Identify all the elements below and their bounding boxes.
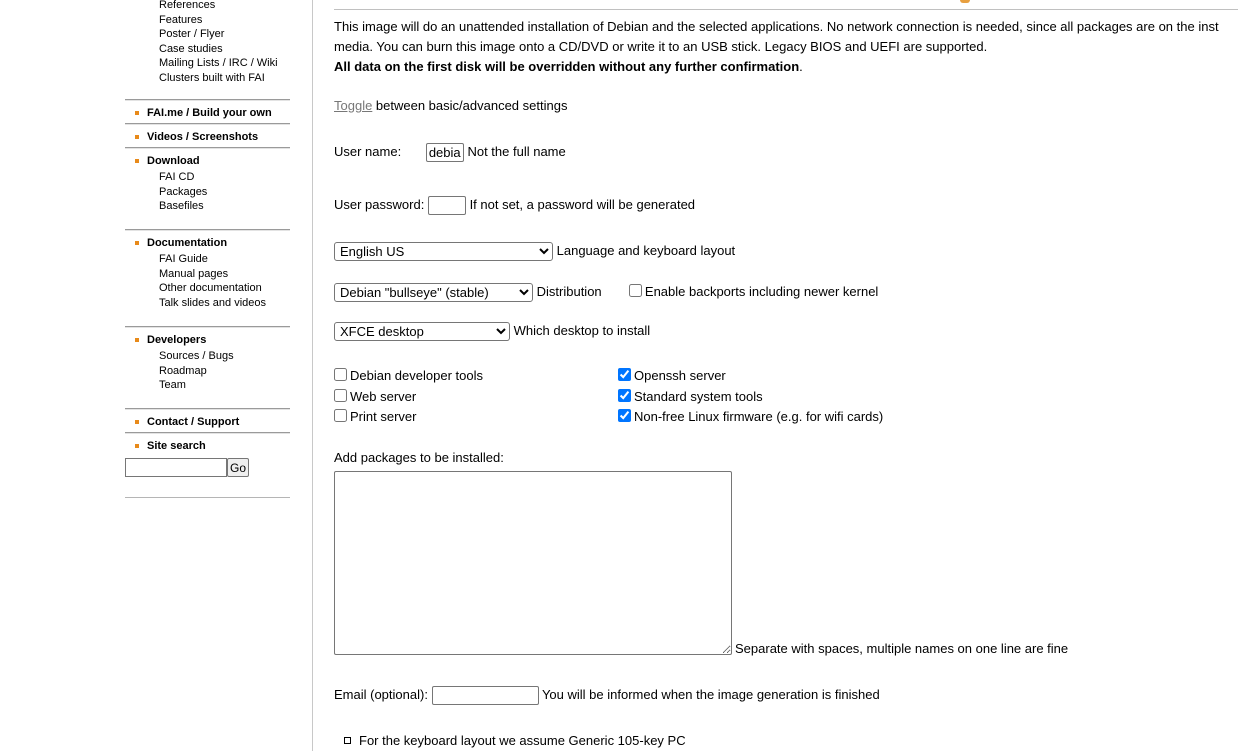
password-hint: If not set, a password will be generated [469,196,696,212]
note-text: For the keyboard layout we assume Generic 105-key PC [359,733,686,748]
sidebar-link-other-docs[interactable]: Other documentation [159,282,262,295]
section-title: Developers [147,334,207,346]
sidebar-head-developers[interactable] [125,333,290,347]
top-divider [334,9,1238,10]
sidebar-link-features[interactable]: Features [159,13,203,26]
site-search-form [125,458,249,477]
column-separator [312,0,313,751]
sidebar-link-talk-slides[interactable]: Talk slides and videos [159,296,267,309]
intro-text [334,17,1238,77]
printserver-checkbox[interactable] [334,409,347,422]
warning-period: . [799,59,803,74]
email-hint: You will be informed when the image generation is finished [541,686,880,702]
email-row [334,686,880,705]
backports-label: Enable backports including newer kernel [644,283,879,299]
section-divider [125,99,290,101]
section-title: Download [147,155,200,167]
option-printserver [334,409,416,424]
bullet-icon [135,159,139,163]
intro-warning [334,57,1238,77]
sidebar-link-packages[interactable]: Packages [159,185,208,198]
distribution-select[interactable] [334,283,533,302]
distribution-label: Distribution [536,283,602,299]
sidebar-top-links [125,0,278,86]
sidebar-link-team[interactable]: Team [159,379,186,392]
square-bullet-icon [344,737,351,744]
sidebar-section-download [125,147,290,214]
sidebar-link-sources-bugs[interactable]: Sources / Bugs [159,350,234,362]
password-row [334,196,695,215]
toggle-text: between basic/advanced settings [372,98,568,113]
section-title: FAI.me / Build your own [147,107,272,119]
sidebar-link-fai-cd[interactable]: FAI CD [159,171,195,183]
webserver-label: Web server [350,389,417,404]
password-label: User password: [334,196,425,212]
distribution-row [334,283,878,302]
option-nonfree-firmware [618,409,883,424]
email-input[interactable] [432,686,539,705]
username-input[interactable] [426,143,464,162]
sidebar-head-download[interactable] [125,154,290,168]
note-list-item [344,733,686,748]
nonfree-firmware-label: Non-free Linux firmware (e.g. for wifi cards) [634,409,884,424]
packages-textarea[interactable] [334,471,732,655]
devtools-label: Debian developer tools [350,368,483,383]
bullet-icon [135,338,139,342]
section-title: Contact / Support [147,416,240,428]
section-title: Site search [147,440,206,452]
section-divider [125,408,290,410]
packages-hint: Separate with spaces, multiple names on one line are fine [735,641,1069,656]
packages-label: Add packages to be installed: [334,450,504,465]
section-divider [125,123,290,125]
username-row [334,143,566,162]
sidebar-section-contact [125,408,290,429]
sidebar-link-roadmap[interactable]: Roadmap [159,364,207,377]
sidebar-link-references[interactable]: References [159,0,216,11]
password-input[interactable] [428,196,466,215]
desktop-row [334,322,650,341]
desktop-label: Which desktop to install [513,322,651,338]
username-label: User name: [334,143,402,159]
language-row [334,242,735,261]
bullet-icon [135,135,139,139]
sidebar-link-poster[interactable]: Poster / Flyer [159,28,225,41]
printserver-label: Print server [350,409,417,424]
standard-tools-label: Standard system tools [634,389,763,404]
bullet-icon [135,420,139,424]
orange-accent-decoration [960,0,970,3]
toggle-settings-link[interactable]: Toggle [334,98,373,113]
section-divider [125,432,290,434]
openssh-checkbox[interactable] [618,368,631,381]
warning-text: All data on the first disk will be overridden without any further confirmation [334,59,800,74]
option-webserver [334,389,416,404]
sidebar-head-site-search [125,439,290,453]
section-divider [125,229,290,231]
sidebar-link-manual-pages[interactable]: Manual pages [159,267,229,280]
sidebar-head-faime[interactable] [125,106,290,120]
sidebar-section-documentation [125,229,290,310]
section-divider [125,326,290,328]
sidebar-link-case-studies[interactable]: Case studies [159,42,223,55]
openssh-label: Openssh server [634,368,726,383]
site-search-input[interactable] [125,458,227,477]
site-search-go-button[interactable]: Go [227,458,249,477]
email-label: Email (optional): [334,686,428,702]
devtools-checkbox[interactable] [334,368,347,381]
sidebar-link-fai-guide[interactable]: FAI Guide [159,253,208,265]
bullet-icon [135,111,139,115]
sidebar-head-documentation[interactable] [125,236,290,250]
nonfree-firmware-checkbox[interactable] [618,409,631,422]
webserver-checkbox[interactable] [334,389,347,402]
backports-checkbox[interactable] [629,284,642,297]
toggle-row [334,98,567,113]
sidebar-head-contact[interactable] [125,415,290,429]
standard-tools-checkbox[interactable] [618,389,631,402]
desktop-select[interactable] [334,322,510,341]
sidebar-section-developers [125,326,290,393]
sidebar-section-site-search [125,432,290,453]
intro-line-1: This image will do an unattended installation of Debian and the selected applications. No network connection is needed, since all packages are on the inst [334,19,1219,34]
sidebar-link-clusters[interactable]: Clusters built with FAI [159,71,265,84]
sidebar-section-videos [125,123,290,144]
sidebar-section-faime [125,99,290,120]
option-devtools [334,368,483,383]
language-label: Language and keyboard layout [556,242,736,258]
section-divider [125,147,290,149]
sidebar-link-basefiles[interactable]: Basefiles [159,200,204,213]
section-title: Documentation [147,237,228,249]
language-select[interactable] [334,242,553,261]
section-title: Videos / Screenshots [147,131,259,143]
bullet-icon [135,241,139,245]
sidebar-link-mailing-lists[interactable]: Mailing Lists / IRC / Wiki [159,57,278,70]
username-hint: Not the full name [467,143,566,159]
intro-line-2: media. You can burn this image onto a CD/DVD or write it to an USB stick. Legacy BIOS and UEFI are supported. [334,39,988,54]
option-standard-tools [618,389,763,404]
sidebar-bottom-divider [125,497,290,498]
bullet-icon [135,444,139,448]
option-openssh [618,368,726,383]
sidebar-head-videos[interactable] [125,130,290,144]
